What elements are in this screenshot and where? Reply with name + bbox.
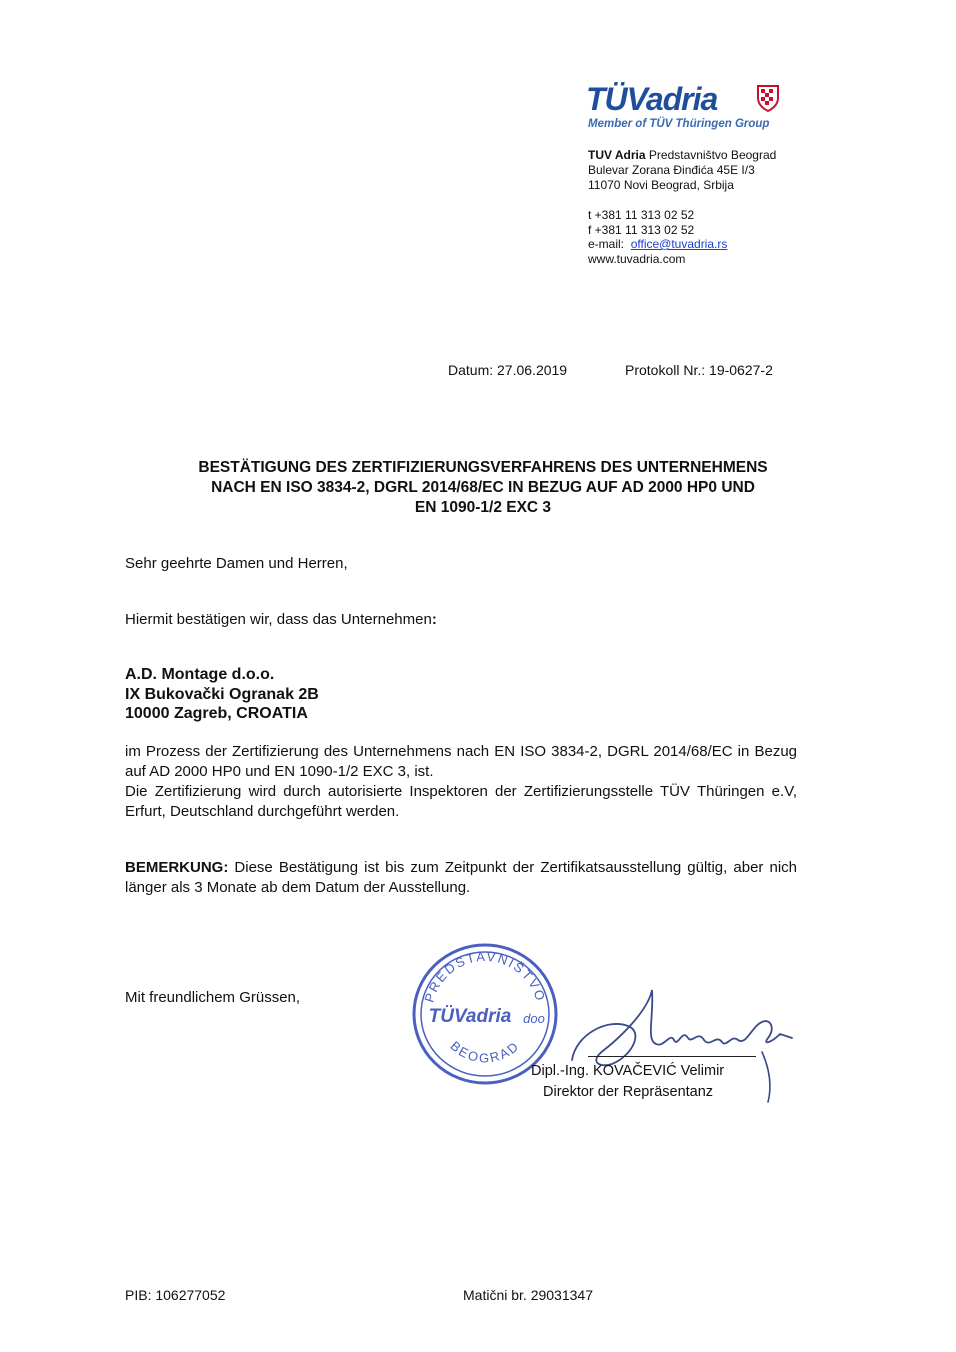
title-line-3: EN 1090-1/2 EXC 3	[414, 499, 552, 516]
signatory	[531, 1061, 724, 1103]
intro-sentence: Hiermit bestätigen wir, dass das Unternehmen	[125, 611, 432, 628]
certification-paragraph: Die Zertifizierung wird durch autorisierte Inspektoren der Zertifizierungsstelle TÜV Thüringen e.V, Erfurt, Deutschland durchgeführt werden.	[125, 783, 797, 820]
closing: Mit freundlichem Grüssen,	[125, 989, 301, 1006]
address-office: Predstavništvo Beograd	[645, 148, 777, 162]
email-label: e-mail:	[588, 237, 625, 251]
website: www.tuvadria.com	[588, 252, 686, 266]
stamp-top-text: PREDSTAVNIŠTVO	[421, 948, 549, 1005]
emblem-icon	[756, 84, 780, 112]
address-line-3: 11070 Novi Beograd, Srbija	[588, 178, 734, 192]
protocol-number: Protokoll Nr.: 19-0627-2	[625, 362, 773, 378]
remark-text: Diese Bestätigung ist bis zum Zeitpunkt der Zertifikatsausstellung gültig, aber nich länger als 3 Monate ab dem Datum der Ausstellung.	[125, 859, 797, 896]
logo-subtitle: Member of TÜV Thüringen Group	[588, 118, 770, 130]
phone: t +381 11 313 02 52	[588, 208, 695, 222]
company-logo: TÜVadria	[586, 81, 718, 117]
process-paragraph: im Prozess der Zertifizierung des Unternehmens nach EN ISO 3834-2, DGRL 2014/68/EC in Bezug auf AD 2000 HP0 und EN 1090-1/2 EXC 3, ist.	[125, 743, 797, 780]
address-company: TUV Adria	[588, 148, 646, 162]
stamp-suffix-text: doo	[523, 1011, 545, 1026]
fax: f +381 11 313 02 52	[588, 223, 695, 237]
intro-colon: :	[431, 611, 437, 628]
remark-label: BEMERKUNG:	[125, 859, 229, 876]
signature-line	[588, 1056, 756, 1057]
footer-registration: Matični br. 29031347	[463, 1287, 593, 1303]
email-link[interactable]: office@tuvadria.rs	[630, 237, 728, 251]
company-street: IX Bukovački Ogranak 2B	[125, 685, 319, 703]
remark-paragraph	[125, 858, 797, 898]
title-line-1: BESTÄTIGUNG DES ZERTIFIZIERUNGSVERFAHRENS DES UNTERNEHMENS	[198, 459, 768, 476]
address-line-2: Bulevar Zorana Đinđića 45E I/3	[588, 163, 755, 177]
company-name: A.D. Montage d.o.o.	[125, 666, 275, 683]
email-line	[588, 237, 727, 252]
footer-pib: PIB: 106277052	[125, 1287, 226, 1303]
greeting: Sehr geehrte Damen und Herren,	[125, 555, 348, 572]
document-title	[140, 458, 826, 518]
signatory-name: Dipl.-Ing. KOVAČEVIĆ Velimir	[531, 1063, 725, 1079]
company-address	[125, 665, 319, 724]
company-city: 10000 Zagreb, CROATIA	[125, 705, 308, 722]
title-line-2: NACH EN ISO 3834-2, DGRL 2014/68/EC IN BEZUG AUF AD 2000 HP0 UND	[211, 479, 755, 496]
signatory-role: Direktor der Repräsentanz	[543, 1084, 714, 1100]
address-line-1	[588, 148, 776, 163]
stamp-center-text: TÜVadria	[428, 1006, 512, 1027]
document-date: Datum: 27.06.2019	[448, 362, 568, 378]
intro-text	[125, 610, 797, 630]
stamp-bottom-text: BEOGRAD	[447, 1037, 523, 1066]
